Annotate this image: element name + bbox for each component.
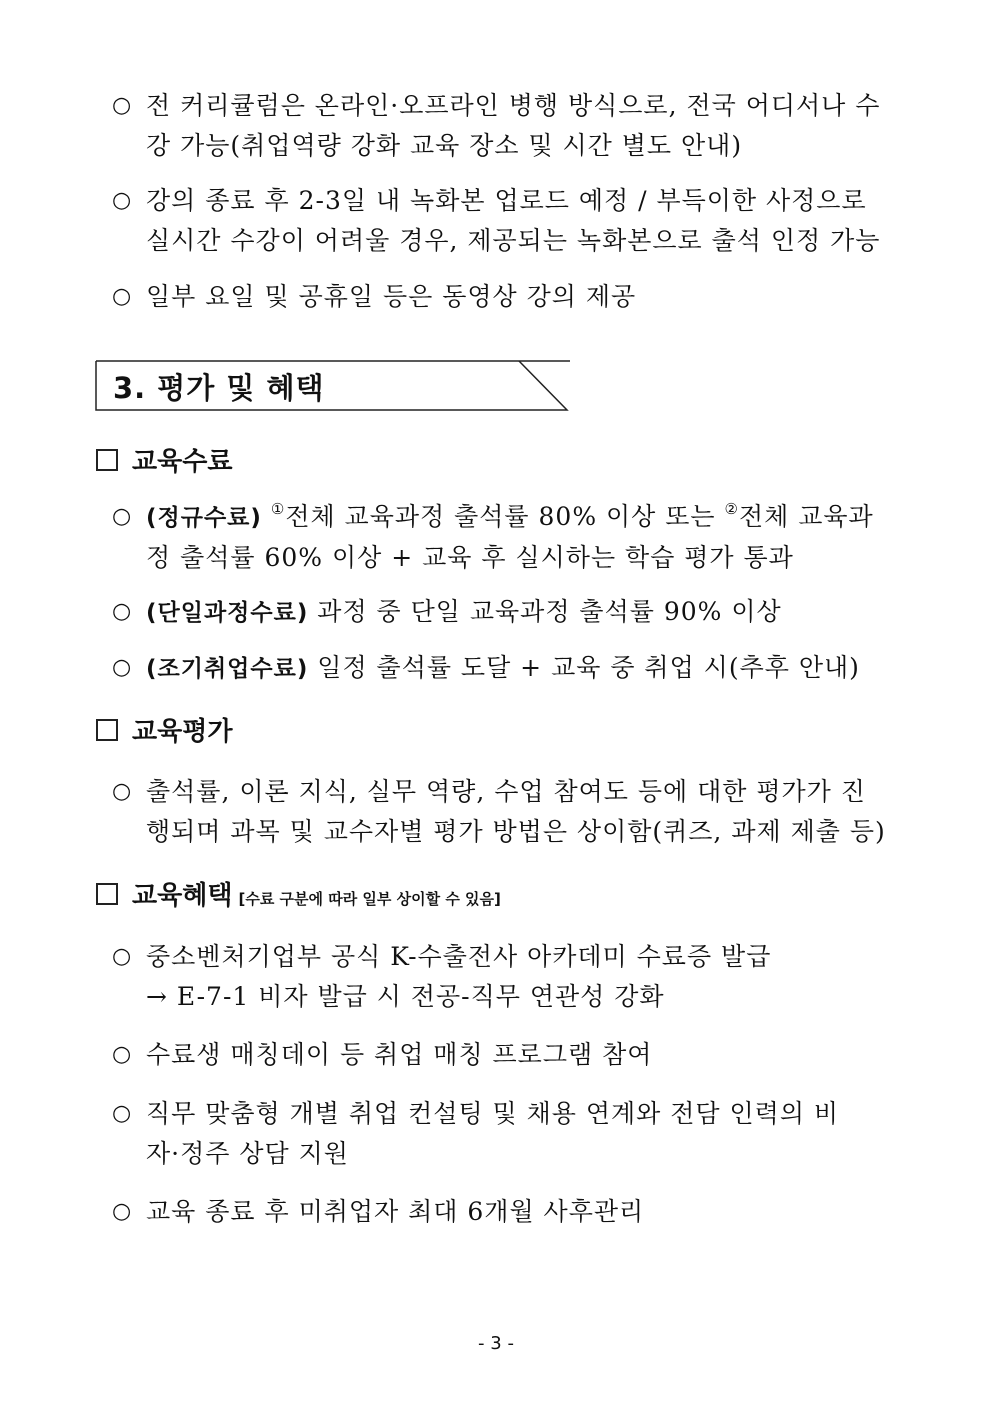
bullet-marker: ○ — [112, 1101, 132, 1126]
item-label: (조기취업수료) — [146, 656, 309, 682]
item-line: 교육 종료 후 미취업자 최대 6개월 사후관리 — [146, 1197, 645, 1226]
bullet-marker: ○ — [112, 188, 132, 213]
list-item — [112, 937, 902, 1017]
item-line: 행되며 과목 및 교수자별 평가 방법은 상이함(퀴즈, 과제 제출 등) — [146, 817, 886, 846]
item-line: 중소벤처기업부 공식 K-수출전사 아카데미 수료증 발급 — [146, 942, 772, 971]
item-line: → E-7-1 비자 발급 시 전공-직무 연관성 강화 — [146, 982, 665, 1011]
list-item — [112, 648, 902, 689]
item-text: 전체 교육과 — [738, 502, 874, 531]
bullet-marker: ○ — [112, 504, 132, 529]
item-line: 일부 요일 및 공휴일 등은 동영상 강의 제공 — [146, 282, 637, 311]
item-line: 직무 맞춤형 개별 취업 컨설팅 및 채용 연계와 전담 인력의 비 — [146, 1099, 840, 1128]
checkbox-square-icon — [96, 719, 118, 741]
subsection-heading-completion — [96, 444, 232, 480]
item-text: 전체 교육과정 출석률 80% 이상 또는 — [285, 502, 725, 531]
section-title: 3. 평가 및 혜택 — [113, 371, 325, 405]
bullet-marker: ○ — [112, 1199, 132, 1224]
item-line: 자·정주 상담 지원 — [146, 1139, 349, 1168]
item-text: 과정 중 단일 교육과정 출석률 90% 이상 — [308, 597, 782, 626]
list-item — [112, 1035, 902, 1075]
section-header — [95, 360, 570, 412]
bullet-marker: ○ — [112, 93, 132, 118]
item-label: (단일과정수료) — [146, 600, 309, 626]
bullet-marker: ○ — [112, 284, 132, 309]
item-line: 강의 종료 후 2-3일 내 녹화본 업로드 예정 / 부득이한 사정으로 — [146, 186, 867, 215]
subsection-title: 교육평가 — [132, 717, 233, 747]
item-line: 실시간 수강이 어려울 경우, 제공되는 녹화본으로 출석 인정 가능 — [146, 226, 881, 255]
list-item — [112, 592, 902, 633]
item-line — [146, 497, 902, 538]
subsection-heading-benefits — [96, 878, 501, 917]
subsection-heading-evaluation — [96, 714, 232, 750]
list-item — [112, 181, 902, 261]
bullet-marker: ○ — [112, 944, 132, 969]
subsection-note: [수료 구분에 따라 일부 상이할 수 있음] — [238, 890, 501, 908]
item-line: 수료생 매칭데이 등 취업 매칭 프로그램 참여 — [146, 1040, 653, 1069]
list-item — [112, 277, 902, 317]
checkbox-square-icon — [96, 449, 118, 471]
subsection-title: 교육혜택 — [132, 881, 233, 911]
bullet-marker: ○ — [112, 599, 132, 624]
list-item — [112, 1094, 902, 1174]
list-item — [112, 772, 902, 852]
bullet-marker: ○ — [112, 655, 132, 680]
bullet-marker: ○ — [112, 1042, 132, 1067]
item-line: 정 출석률 60% 이상 + 교육 후 실시하는 학습 평가 통과 — [146, 543, 794, 572]
list-item — [112, 497, 902, 578]
circled-number: ② — [724, 500, 739, 518]
item-text: 일정 출석률 도달 + 교육 중 취업 시(추후 안내) — [308, 653, 860, 682]
list-item — [112, 86, 902, 166]
list-item — [112, 1192, 902, 1232]
item-line: 강 가능(취업역량 강화 교육 장소 및 시간 별도 안내) — [146, 131, 743, 160]
subsection-title: 교육수료 — [132, 447, 233, 477]
circled-number: ① — [270, 500, 286, 518]
bullet-marker: ○ — [112, 779, 132, 804]
item-label: (정규수료) — [146, 505, 262, 531]
item-line: 출석률, 이론 지식, 실무 역량, 수업 참여도 등에 대한 평가가 진 — [146, 777, 866, 806]
checkbox-square-icon — [96, 883, 118, 905]
item-line: 전 커리큘럼은 온라인·오프라인 병행 방식으로, 전국 어디서나 수 — [146, 91, 881, 120]
page-number: - 3 - — [478, 1333, 514, 1354]
